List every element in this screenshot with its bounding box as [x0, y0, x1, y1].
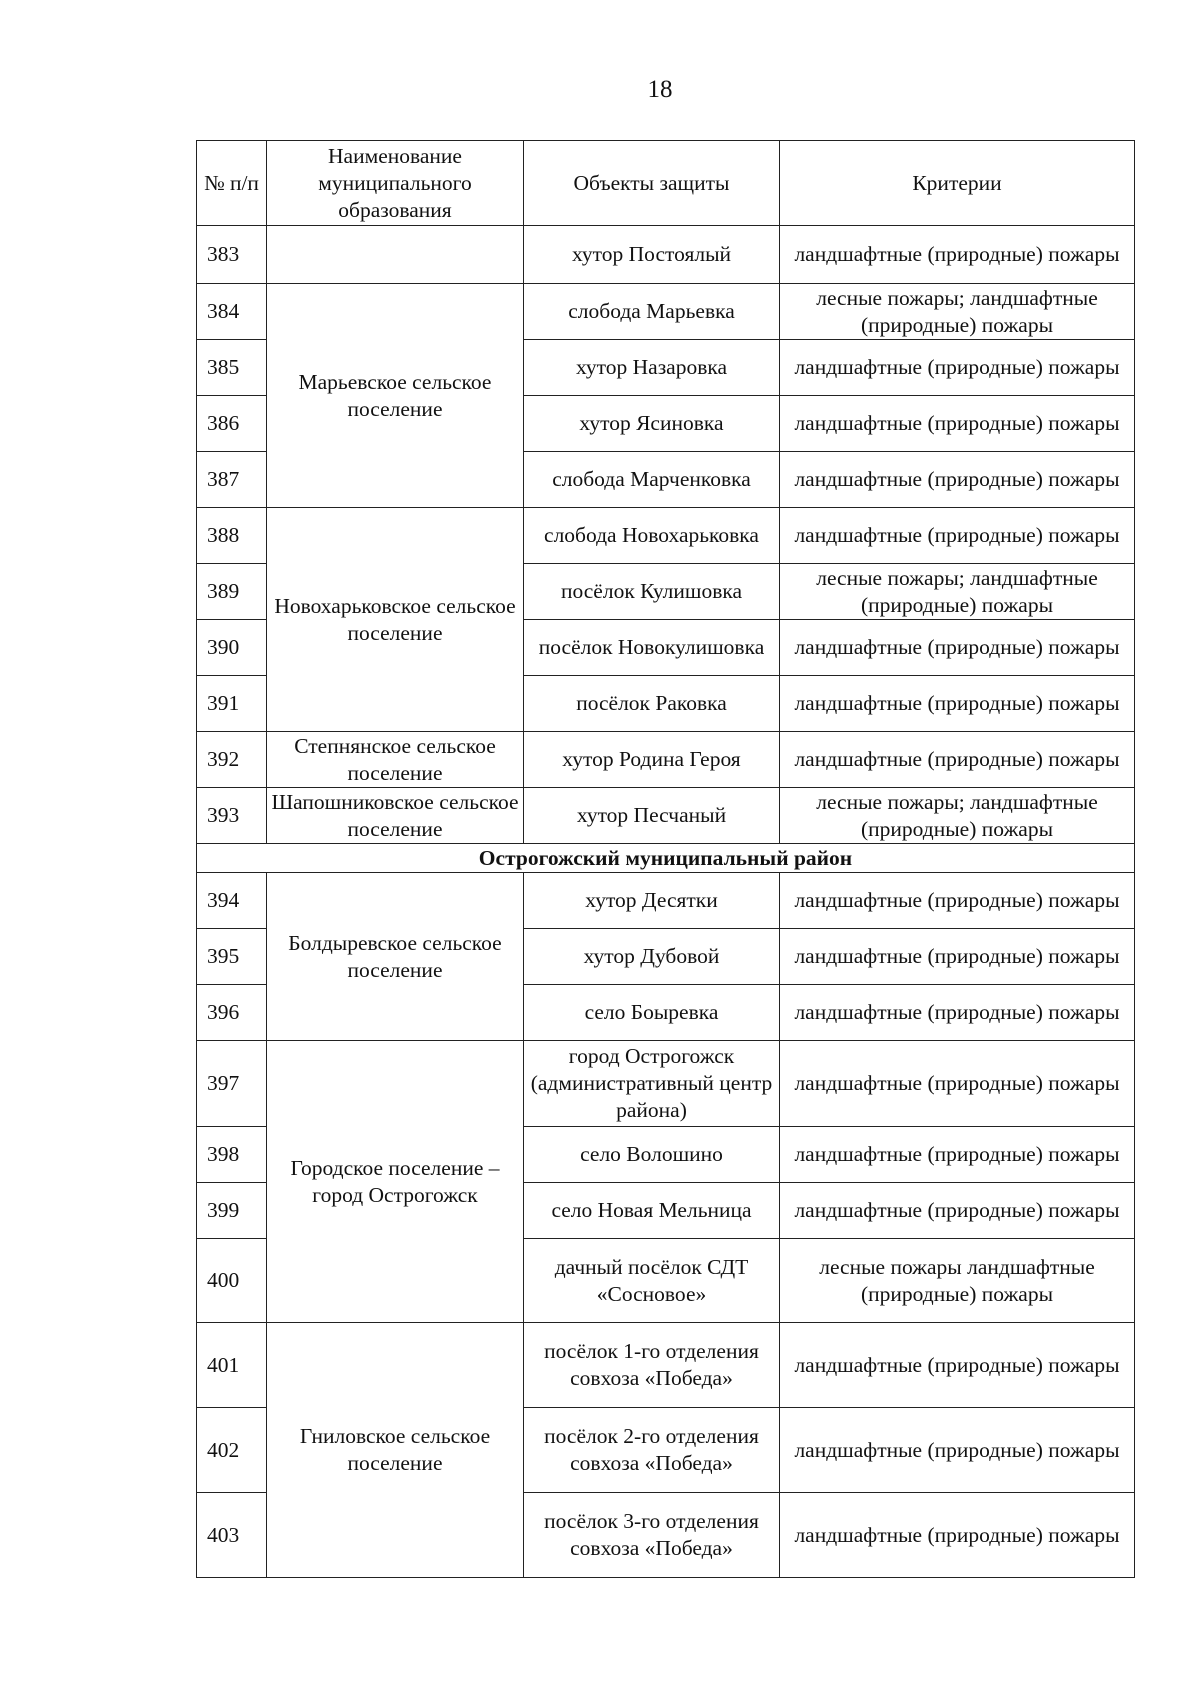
- row-number: 387: [197, 452, 267, 508]
- object-cell: слобода Марченковка: [524, 452, 780, 508]
- criteria-cell: ландшафтные (природные) пожары: [780, 985, 1135, 1041]
- row-number: 390: [197, 620, 267, 676]
- object-cell: посёлок 1-го отделения совхоза «Победа»: [524, 1323, 780, 1408]
- table-row: [197, 284, 1135, 340]
- row-number: 394: [197, 873, 267, 929]
- criteria-cell: ландшафтные (природные) пожары: [780, 620, 1135, 676]
- municipality-cell: Новохарьковское сельское поселение: [267, 508, 524, 732]
- row-number: 395: [197, 929, 267, 985]
- row-number: 385: [197, 340, 267, 396]
- criteria-cell: лесные пожары; ландшафтные (природные) пожары: [780, 788, 1135, 844]
- criteria-cell: ландшафтные (природные) пожары: [780, 508, 1135, 564]
- criteria-cell: ландшафтные (природные) пожары: [780, 873, 1135, 929]
- object-cell: хутор Родина Героя: [524, 732, 780, 788]
- object-cell: хутор Назаровка: [524, 340, 780, 396]
- criteria-cell: лесные пожары; ландшафтные (природные) пожары: [780, 284, 1135, 340]
- criteria-cell: ландшафтные (природные) пожары: [780, 340, 1135, 396]
- table-row: [197, 508, 1135, 564]
- object-cell: село Новая Мельница: [524, 1183, 780, 1239]
- object-cell: село Волошино: [524, 1127, 780, 1183]
- row-number: 389: [197, 564, 267, 620]
- object-cell: дачный посёлок СДТ «Сосновое»: [524, 1239, 780, 1323]
- table-row: [197, 226, 1135, 284]
- row-number: 397: [197, 1041, 267, 1127]
- table-row: [197, 1323, 1135, 1408]
- municipality-cell: Степнянское сельское поселение: [267, 732, 524, 788]
- table-row: [197, 732, 1135, 788]
- header-criteria: Критерии: [780, 141, 1135, 226]
- municipality-cell: Шапошниковское сельское поселение: [267, 788, 524, 844]
- row-number: 393: [197, 788, 267, 844]
- row-number: 386: [197, 396, 267, 452]
- row-number: 402: [197, 1408, 267, 1493]
- object-cell: село Боыревка: [524, 985, 780, 1041]
- object-cell: хутор Песчаный: [524, 788, 780, 844]
- criteria-cell: лесные пожары; ландшафтные (природные) пожары: [780, 564, 1135, 620]
- section-title: Острогожский муниципальный район: [197, 844, 1135, 873]
- criteria-cell: ландшафтные (природные) пожары: [780, 929, 1135, 985]
- criteria-cell: ландшафтные (природные) пожары: [780, 396, 1135, 452]
- row-number: 384: [197, 284, 267, 340]
- section-row: [197, 844, 1135, 873]
- object-cell: посёлок Кулишовка: [524, 564, 780, 620]
- row-number: 388: [197, 508, 267, 564]
- object-cell: хутор Ясиновка: [524, 396, 780, 452]
- object-cell: посёлок 3-го отделения совхоза «Победа»: [524, 1493, 780, 1578]
- criteria-cell: ландшафтные (природные) пожары: [780, 1127, 1135, 1183]
- criteria-cell: ландшафтные (природные) пожары: [780, 1041, 1135, 1127]
- object-cell: посёлок Новокулишовка: [524, 620, 780, 676]
- page-number: 18: [647, 76, 673, 103]
- municipality-cell: Городское поселение – город Острогожск: [267, 1041, 524, 1323]
- table-header-row: [197, 141, 1135, 226]
- object-cell: хутор Десятки: [524, 873, 780, 929]
- criteria-cell: ландшафтные (природные) пожары: [780, 676, 1135, 732]
- table-row: [197, 1041, 1135, 1127]
- object-cell: хутор Дубовой: [524, 929, 780, 985]
- criteria-cell: лесные пожары ландшафтные (природные) пожары: [780, 1239, 1135, 1323]
- criteria-cell: ландшафтные (природные) пожары: [780, 226, 1135, 284]
- criteria-cell: ландшафтные (природные) пожары: [780, 732, 1135, 788]
- object-cell: хутор Постоялый: [524, 226, 780, 284]
- criteria-cell: ландшафтные (природные) пожары: [780, 452, 1135, 508]
- municipality-cell: Марьевское сельское поселение: [267, 284, 524, 508]
- criteria-cell: ландшафтные (природные) пожары: [780, 1183, 1135, 1239]
- header-object: Объекты защиты: [524, 141, 780, 226]
- row-number: 400: [197, 1239, 267, 1323]
- table-row: [197, 873, 1135, 929]
- object-cell: слобода Марьевка: [524, 284, 780, 340]
- object-cell: посёлок 2-го отделения совхоза «Победа»: [524, 1408, 780, 1493]
- criteria-cell: ландшафтные (природные) пожары: [780, 1408, 1135, 1493]
- row-number: 383: [197, 226, 267, 284]
- header-municipality: Наименование муниципального образования: [267, 141, 524, 226]
- criteria-cell: ландшафтные (природные) пожары: [780, 1493, 1135, 1578]
- header-num: № п/п: [197, 141, 267, 226]
- row-number: 392: [197, 732, 267, 788]
- municipality-cell-empty: [267, 226, 524, 284]
- municipality-cell: Гниловское сельское поселение: [267, 1323, 524, 1578]
- object-cell: слобода Новохарьковка: [524, 508, 780, 564]
- row-number: 391: [197, 676, 267, 732]
- municipality-cell: Болдыревское сельское поселение: [267, 873, 524, 1041]
- protection-objects-table: [196, 140, 1135, 1578]
- row-number: 401: [197, 1323, 267, 1408]
- table-row: [197, 788, 1135, 844]
- row-number: 399: [197, 1183, 267, 1239]
- object-cell: посёлок Раковка: [524, 676, 780, 732]
- object-cell: город Острогожск (административный центр района): [524, 1041, 780, 1127]
- criteria-cell: ландшафтные (природные) пожары: [780, 1323, 1135, 1408]
- row-number: 403: [197, 1493, 267, 1578]
- row-number: 396: [197, 985, 267, 1041]
- row-number: 398: [197, 1127, 267, 1183]
